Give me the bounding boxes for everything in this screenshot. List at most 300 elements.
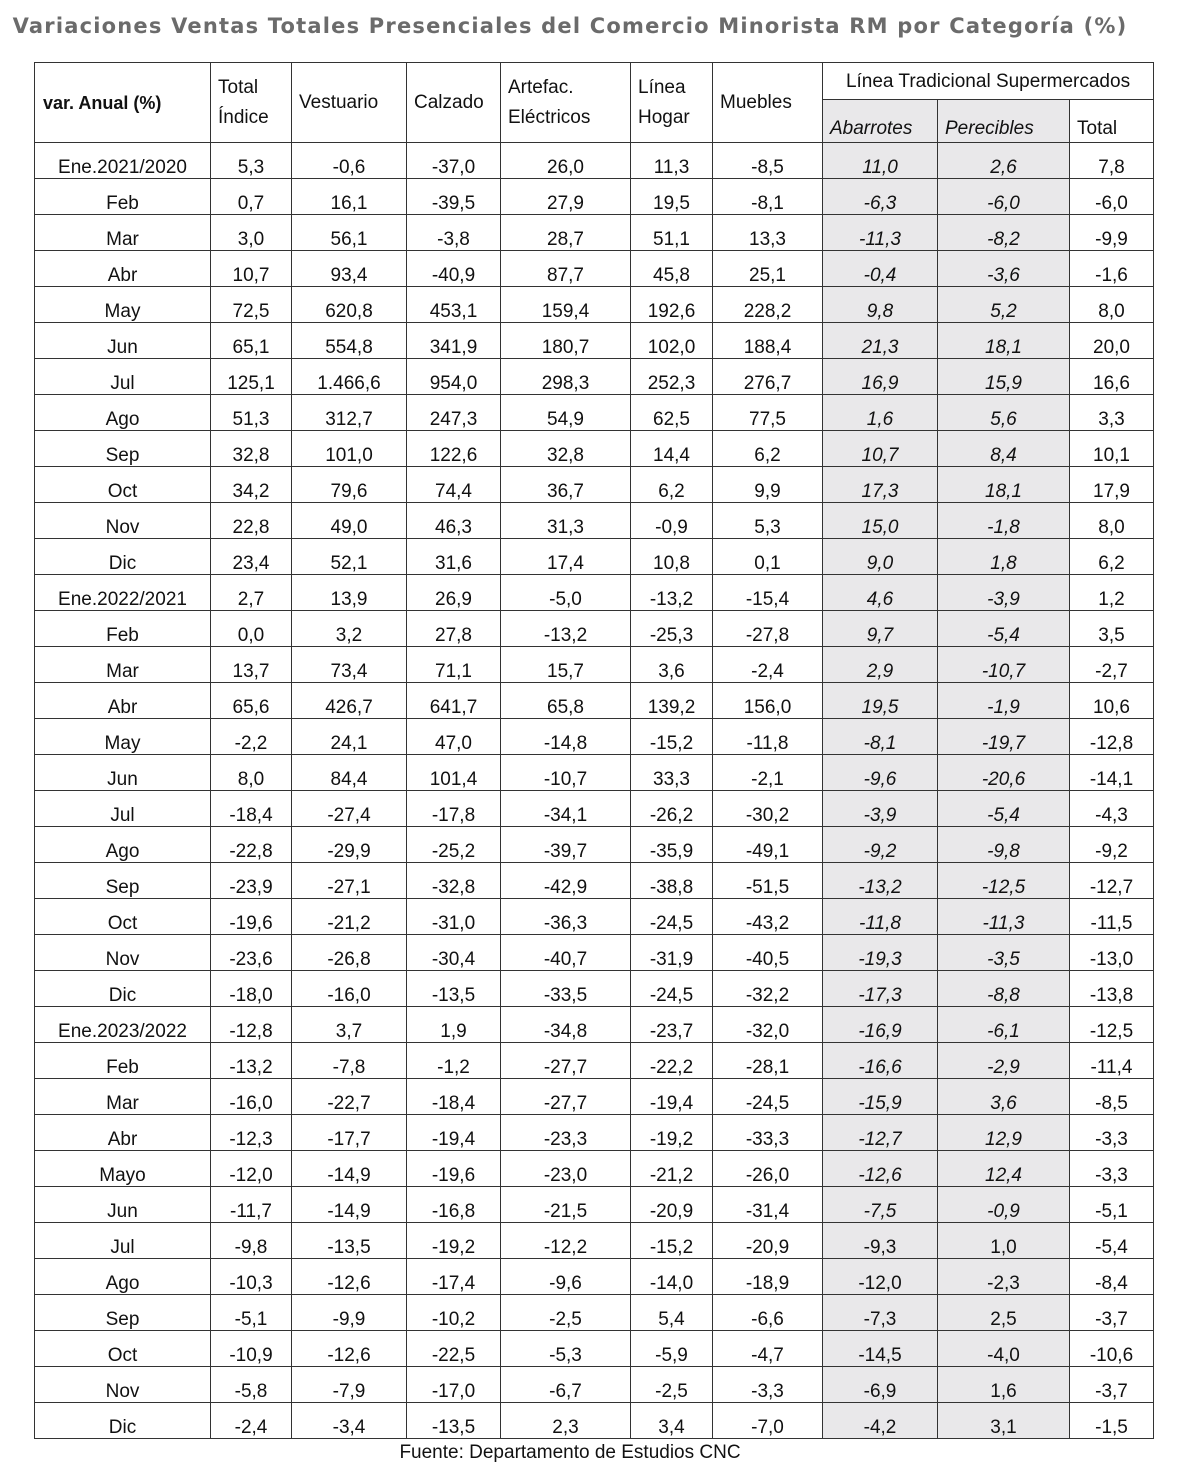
table-cell: 31,6 bbox=[407, 539, 501, 575]
table-cell: -5,9 bbox=[631, 1331, 713, 1367]
table-row bbox=[35, 611, 1154, 647]
table-cell: 22,8 bbox=[211, 503, 292, 539]
row-label: Mayo bbox=[35, 1151, 211, 1187]
row-label: Ago bbox=[35, 395, 211, 431]
table-cell: -19,2 bbox=[631, 1115, 713, 1151]
table-cell: -20,9 bbox=[713, 1223, 823, 1259]
table-cell: 28,7 bbox=[501, 215, 631, 251]
column-header-line1: Total bbox=[218, 77, 259, 99]
table-cell: -43,2 bbox=[713, 899, 823, 935]
row-label: Jun bbox=[35, 323, 211, 359]
table-cell: -13,0 bbox=[1070, 935, 1154, 971]
table-cell: 2,3 bbox=[501, 1403, 631, 1439]
table-cell: 51,3 bbox=[211, 395, 292, 431]
table-cell: -19,7 bbox=[938, 719, 1070, 755]
table-cell: -6,0 bbox=[938, 179, 1070, 215]
table-cell: 139,2 bbox=[631, 683, 713, 719]
table-cell: -9,2 bbox=[1070, 827, 1154, 863]
table-cell: 25,1 bbox=[713, 251, 823, 287]
table-cell: -19,3 bbox=[823, 935, 938, 971]
table-cell: 9,7 bbox=[823, 611, 938, 647]
table-cell: -20,9 bbox=[631, 1187, 713, 1223]
table-cell: 1,0 bbox=[938, 1223, 1070, 1259]
table-row bbox=[35, 1403, 1154, 1439]
table-cell: 101,0 bbox=[292, 431, 407, 467]
table-cell: -12,2 bbox=[501, 1223, 631, 1259]
table-cell: -2,7 bbox=[1070, 647, 1154, 683]
table-cell: 5,2 bbox=[938, 287, 1070, 323]
table-cell: -4,2 bbox=[823, 1403, 938, 1439]
table-cell: -12,8 bbox=[211, 1007, 292, 1043]
row-label: Jul bbox=[35, 791, 211, 827]
table-cell: 56,1 bbox=[292, 215, 407, 251]
table-cell: -8,4 bbox=[1070, 1259, 1154, 1295]
table-cell: -12,8 bbox=[1070, 719, 1154, 755]
table-cell: 1,6 bbox=[938, 1367, 1070, 1403]
table-cell: -15,2 bbox=[631, 1223, 713, 1259]
table-cell: 3,7 bbox=[292, 1007, 407, 1043]
table-cell: -3,8 bbox=[407, 215, 501, 251]
table-cell: -14,8 bbox=[501, 719, 631, 755]
table-cell: -19,2 bbox=[407, 1223, 501, 1259]
table-row bbox=[35, 827, 1154, 863]
row-label: Mar bbox=[35, 647, 211, 683]
table-cell: -17,8 bbox=[407, 791, 501, 827]
table-cell: -27,7 bbox=[501, 1043, 631, 1079]
table-cell: 13,9 bbox=[292, 575, 407, 611]
table-cell: 27,9 bbox=[501, 179, 631, 215]
table-cell: 9,8 bbox=[823, 287, 938, 323]
table-row bbox=[35, 1223, 1154, 1259]
table-cell: -16,8 bbox=[407, 1187, 501, 1223]
table-cell: 10,7 bbox=[211, 251, 292, 287]
table-cell: -6,0 bbox=[1070, 179, 1154, 215]
table-cell: -10,7 bbox=[938, 647, 1070, 683]
table-cell: -9,8 bbox=[938, 827, 1070, 863]
column-header-calzado bbox=[407, 63, 501, 143]
table-cell: -8,1 bbox=[823, 719, 938, 755]
table-cell: 18,1 bbox=[938, 323, 1070, 359]
table-cell: -22,8 bbox=[211, 827, 292, 863]
table-cell: 8,0 bbox=[211, 755, 292, 791]
table-cell: -18,4 bbox=[211, 791, 292, 827]
table-cell: 188,4 bbox=[713, 323, 823, 359]
table-cell: -2,9 bbox=[938, 1043, 1070, 1079]
row-label: May bbox=[35, 719, 211, 755]
table-cell: 12,9 bbox=[938, 1115, 1070, 1151]
subheader-perecibles: Perecibles bbox=[938, 100, 1070, 143]
table-row bbox=[35, 1187, 1154, 1223]
table-cell: 5,6 bbox=[938, 395, 1070, 431]
table-cell: -14,0 bbox=[631, 1259, 713, 1295]
table-cell: 93,4 bbox=[292, 251, 407, 287]
table-cell: -9,8 bbox=[211, 1223, 292, 1259]
table-cell: -12,5 bbox=[1070, 1007, 1154, 1043]
table-cell: -8,5 bbox=[713, 143, 823, 179]
row-label: Sep bbox=[35, 1295, 211, 1331]
table-cell: 312,7 bbox=[292, 395, 407, 431]
table-cell: -12,3 bbox=[211, 1115, 292, 1151]
table-cell: 8,0 bbox=[1070, 503, 1154, 539]
column-header-line2: Hogar bbox=[638, 106, 690, 128]
table-cell: 14,4 bbox=[631, 431, 713, 467]
table-cell: -17,0 bbox=[407, 1367, 501, 1403]
table-cell: -0,9 bbox=[631, 503, 713, 539]
table-cell: -2,5 bbox=[631, 1367, 713, 1403]
table-cell: -2,2 bbox=[211, 719, 292, 755]
table-cell: -2,4 bbox=[713, 647, 823, 683]
table-cell: 52,1 bbox=[292, 539, 407, 575]
row-label: Jun bbox=[35, 755, 211, 791]
table-cell: 10,8 bbox=[631, 539, 713, 575]
table-cell: -9,2 bbox=[823, 827, 938, 863]
table-cell: -23,3 bbox=[501, 1115, 631, 1151]
table-cell: 17,9 bbox=[1070, 467, 1154, 503]
table-cell: -12,7 bbox=[1070, 863, 1154, 899]
table-cell: 1,9 bbox=[407, 1007, 501, 1043]
table-cell: 12,4 bbox=[938, 1151, 1070, 1187]
row-label: Abr bbox=[35, 683, 211, 719]
table-cell: -23,6 bbox=[211, 935, 292, 971]
table-cell: -9,6 bbox=[823, 755, 938, 791]
row-label: Abr bbox=[35, 251, 211, 287]
table-cell: 3,4 bbox=[631, 1403, 713, 1439]
table-cell: -20,6 bbox=[938, 755, 1070, 791]
table-cell: 36,7 bbox=[501, 467, 631, 503]
table-cell: -30,2 bbox=[713, 791, 823, 827]
table-cell: -11,5 bbox=[1070, 899, 1154, 935]
table-cell: -37,0 bbox=[407, 143, 501, 179]
table-cell: 34,2 bbox=[211, 467, 292, 503]
table-cell: -27,8 bbox=[713, 611, 823, 647]
table-cell: -5,4 bbox=[938, 611, 1070, 647]
table-cell: -33,5 bbox=[501, 971, 631, 1007]
table-cell: -3,9 bbox=[823, 791, 938, 827]
table-cell: -9,3 bbox=[823, 1223, 938, 1259]
table-cell: 2,9 bbox=[823, 647, 938, 683]
table-cell: 5,3 bbox=[713, 503, 823, 539]
column-header-line2: Índice bbox=[218, 106, 269, 128]
table-cell: -42,9 bbox=[501, 863, 631, 899]
column-header-line1: Muebles bbox=[720, 91, 792, 113]
table-cell: 298,3 bbox=[501, 359, 631, 395]
table-row bbox=[35, 179, 1154, 215]
table-cell: -1,8 bbox=[938, 503, 1070, 539]
table-cell: 31,3 bbox=[501, 503, 631, 539]
row-label: Nov bbox=[35, 503, 211, 539]
table-cell: -6,7 bbox=[501, 1367, 631, 1403]
table-cell: -18,4 bbox=[407, 1079, 501, 1115]
table-cell: -19,4 bbox=[407, 1115, 501, 1151]
table-cell: -24,5 bbox=[631, 971, 713, 1007]
table-cell: 8,0 bbox=[1070, 287, 1154, 323]
row-label: Ago bbox=[35, 827, 211, 863]
table-cell: -13,2 bbox=[501, 611, 631, 647]
table-cell: -19,4 bbox=[631, 1079, 713, 1115]
source-note: Fuente: Departamento de Estudios CNC bbox=[399, 1442, 741, 1463]
table-row bbox=[35, 971, 1154, 1007]
table-cell: 7,8 bbox=[1070, 143, 1154, 179]
table-cell: -14,9 bbox=[292, 1151, 407, 1187]
table-cell: 45,8 bbox=[631, 251, 713, 287]
table-cell: -4,0 bbox=[938, 1331, 1070, 1367]
table-cell: -36,3 bbox=[501, 899, 631, 935]
table-cell: 65,1 bbox=[211, 323, 292, 359]
table-cell: -11,8 bbox=[713, 719, 823, 755]
table-cell: -12,0 bbox=[823, 1259, 938, 1295]
table-row bbox=[35, 1043, 1154, 1079]
row-label: Feb bbox=[35, 1043, 211, 1079]
table-cell: -8,8 bbox=[938, 971, 1070, 1007]
table-cell: -13,8 bbox=[1070, 971, 1154, 1007]
table-cell: -9,9 bbox=[1070, 215, 1154, 251]
table-cell: 11,3 bbox=[631, 143, 713, 179]
table-row bbox=[35, 1367, 1154, 1403]
table-row bbox=[35, 935, 1154, 971]
table-cell: -15,9 bbox=[823, 1079, 938, 1115]
row-label: Feb bbox=[35, 179, 211, 215]
table-cell: -14,5 bbox=[823, 1331, 938, 1367]
table-cell: -11,3 bbox=[823, 215, 938, 251]
subheader-total: Total bbox=[1070, 100, 1154, 143]
table-cell: -26,0 bbox=[713, 1151, 823, 1187]
table-cell: -0,9 bbox=[938, 1187, 1070, 1223]
table-cell: 180,7 bbox=[501, 323, 631, 359]
table-cell: -1,5 bbox=[1070, 1403, 1154, 1439]
table-cell: -15,2 bbox=[631, 719, 713, 755]
table-cell: 620,8 bbox=[292, 287, 407, 323]
table-cell: -15,4 bbox=[713, 575, 823, 611]
table-cell: 6,2 bbox=[631, 467, 713, 503]
column-header-line2: Eléctricos bbox=[508, 106, 591, 128]
table-cell: -8,1 bbox=[713, 179, 823, 215]
table-cell: 159,4 bbox=[501, 287, 631, 323]
table-cell: -16,9 bbox=[823, 1007, 938, 1043]
table-cell: 84,4 bbox=[292, 755, 407, 791]
table-cell: -8,2 bbox=[938, 215, 1070, 251]
table-cell: -14,1 bbox=[1070, 755, 1154, 791]
table-cell: -6,9 bbox=[823, 1367, 938, 1403]
table-cell: 341,9 bbox=[407, 323, 501, 359]
table-cell: -3,5 bbox=[938, 935, 1070, 971]
table-cell: -11,7 bbox=[211, 1187, 292, 1223]
table-row bbox=[35, 647, 1154, 683]
table-cell: -31,4 bbox=[713, 1187, 823, 1223]
table-cell: 1,2 bbox=[1070, 575, 1154, 611]
table-cell: -12,0 bbox=[211, 1151, 292, 1187]
row-label: Mar bbox=[35, 1079, 211, 1115]
table-cell: -9,9 bbox=[292, 1295, 407, 1331]
table-cell: 9,0 bbox=[823, 539, 938, 575]
table-cell: -31,9 bbox=[631, 935, 713, 971]
table-cell: -13,2 bbox=[211, 1043, 292, 1079]
table-cell: -5,1 bbox=[211, 1295, 292, 1331]
subheader-abarrotes: Abarrotes bbox=[823, 100, 938, 143]
table-cell: 77,5 bbox=[713, 395, 823, 431]
table-cell: -27,1 bbox=[292, 863, 407, 899]
table-cell: 26,0 bbox=[501, 143, 631, 179]
table-cell: -6,6 bbox=[713, 1295, 823, 1331]
table-cell: 8,4 bbox=[938, 431, 1070, 467]
table-cell: -5,1 bbox=[1070, 1187, 1154, 1223]
column-header-line1: Vestuario bbox=[299, 91, 379, 113]
table-row bbox=[35, 863, 1154, 899]
table-cell: 1,8 bbox=[938, 539, 1070, 575]
row-label: Jul bbox=[35, 1223, 211, 1259]
table-cell: 1.466,6 bbox=[292, 359, 407, 395]
table-cell: -27,7 bbox=[501, 1079, 631, 1115]
table-cell: 1,6 bbox=[823, 395, 938, 431]
table-cell: 156,0 bbox=[713, 683, 823, 719]
corner-header: var. Anual (%) bbox=[35, 63, 211, 143]
table-cell: -13,2 bbox=[823, 863, 938, 899]
column-header-artefactos bbox=[501, 63, 631, 143]
table-cell: -5,8 bbox=[211, 1367, 292, 1403]
table-cell: 3,2 bbox=[292, 611, 407, 647]
table-cell: 3,1 bbox=[938, 1403, 1070, 1439]
row-label: Dic bbox=[35, 539, 211, 575]
table-cell: -32,2 bbox=[713, 971, 823, 1007]
table-cell: -18,9 bbox=[713, 1259, 823, 1295]
table-cell: 13,3 bbox=[713, 215, 823, 251]
table-cell: -29,9 bbox=[292, 827, 407, 863]
table-cell: 15,9 bbox=[938, 359, 1070, 395]
column-header-linea-hogar bbox=[631, 63, 713, 143]
row-label: Oct bbox=[35, 467, 211, 503]
table-cell: -14,9 bbox=[292, 1187, 407, 1223]
table-cell: -10,6 bbox=[1070, 1331, 1154, 1367]
table-cell: -16,6 bbox=[823, 1043, 938, 1079]
table-cell: -0,4 bbox=[823, 251, 938, 287]
table-cell: -7,0 bbox=[713, 1403, 823, 1439]
table-cell: 71,1 bbox=[407, 647, 501, 683]
table-cell: 554,8 bbox=[292, 323, 407, 359]
table-cell: 453,1 bbox=[407, 287, 501, 323]
table-cell: 101,4 bbox=[407, 755, 501, 791]
table-cell: -22,7 bbox=[292, 1079, 407, 1115]
table-cell: -3,7 bbox=[1070, 1295, 1154, 1331]
table-cell: -10,9 bbox=[211, 1331, 292, 1367]
table-cell: -39,5 bbox=[407, 179, 501, 215]
row-label: Nov bbox=[35, 935, 211, 971]
table-cell: 17,4 bbox=[501, 539, 631, 575]
table-cell: 27,8 bbox=[407, 611, 501, 647]
table-cell: 46,3 bbox=[407, 503, 501, 539]
table-cell: -28,1 bbox=[713, 1043, 823, 1079]
row-label: Mar bbox=[35, 215, 211, 251]
table-cell: -13,5 bbox=[407, 1403, 501, 1439]
table-cell: -2,3 bbox=[938, 1259, 1070, 1295]
table-cell: -23,9 bbox=[211, 863, 292, 899]
table-cell: -22,2 bbox=[631, 1043, 713, 1079]
table-cell: 47,0 bbox=[407, 719, 501, 755]
table-row bbox=[35, 719, 1154, 755]
table-cell: -25,2 bbox=[407, 827, 501, 863]
row-label: Sep bbox=[35, 863, 211, 899]
table-cell: 426,7 bbox=[292, 683, 407, 719]
table-cell: 24,1 bbox=[292, 719, 407, 755]
row-label: Oct bbox=[35, 1331, 211, 1367]
table-cell: -12,5 bbox=[938, 863, 1070, 899]
row-label: Sep bbox=[35, 431, 211, 467]
column-header-total-indice bbox=[211, 63, 292, 143]
table-cell: 4,6 bbox=[823, 575, 938, 611]
table-cell: 6,2 bbox=[713, 431, 823, 467]
table-cell: -6,3 bbox=[823, 179, 938, 215]
table-cell: 32,8 bbox=[501, 431, 631, 467]
table-cell: -3,4 bbox=[292, 1403, 407, 1439]
table-cell: -32,0 bbox=[713, 1007, 823, 1043]
table-cell: -18,0 bbox=[211, 971, 292, 1007]
table-cell: -13,2 bbox=[631, 575, 713, 611]
row-label: May bbox=[35, 287, 211, 323]
table-cell: 252,3 bbox=[631, 359, 713, 395]
row-label: Ago bbox=[35, 1259, 211, 1295]
row-label: Dic bbox=[35, 971, 211, 1007]
table-cell: -8,5 bbox=[1070, 1079, 1154, 1115]
table-cell: -3,3 bbox=[1070, 1115, 1154, 1151]
table-cell: -34,1 bbox=[501, 791, 631, 827]
table-cell: -11,3 bbox=[938, 899, 1070, 935]
table-cell: -19,6 bbox=[407, 1151, 501, 1187]
table-cell: -3,7 bbox=[1070, 1367, 1154, 1403]
table-cell: -7,8 bbox=[292, 1043, 407, 1079]
table-cell: 54,9 bbox=[501, 395, 631, 431]
table-row bbox=[35, 1151, 1154, 1187]
table-cell: -24,5 bbox=[713, 1079, 823, 1115]
table-cell: 3,6 bbox=[631, 647, 713, 683]
table-cell: 23,4 bbox=[211, 539, 292, 575]
table-cell: -10,7 bbox=[501, 755, 631, 791]
table-cell: -1,2 bbox=[407, 1043, 501, 1079]
table-cell: -0,6 bbox=[292, 143, 407, 179]
table-cell: 16,9 bbox=[823, 359, 938, 395]
table-cell: 79,6 bbox=[292, 467, 407, 503]
table-cell: 74,4 bbox=[407, 467, 501, 503]
table-cell: 2,6 bbox=[938, 143, 1070, 179]
table-row bbox=[35, 683, 1154, 719]
table-cell: 125,1 bbox=[211, 359, 292, 395]
row-label: Oct bbox=[35, 899, 211, 935]
table-cell: -40,9 bbox=[407, 251, 501, 287]
table-cell: 3,3 bbox=[1070, 395, 1154, 431]
table-cell: 10,6 bbox=[1070, 683, 1154, 719]
table-cell: 247,3 bbox=[407, 395, 501, 431]
table-cell: -38,8 bbox=[631, 863, 713, 899]
table-row bbox=[35, 1115, 1154, 1151]
table-row bbox=[35, 1259, 1154, 1295]
table-cell: 3,6 bbox=[938, 1079, 1070, 1115]
table-cell: -2,5 bbox=[501, 1295, 631, 1331]
table-cell: -7,9 bbox=[292, 1367, 407, 1403]
table-cell: 10,7 bbox=[823, 431, 938, 467]
table-row bbox=[35, 575, 1154, 611]
row-label: Ene.2023/2022 bbox=[35, 1007, 211, 1043]
table-cell: 26,9 bbox=[407, 575, 501, 611]
table-cell: -11,4 bbox=[1070, 1043, 1154, 1079]
table-cell: 122,6 bbox=[407, 431, 501, 467]
table-cell: -23,7 bbox=[631, 1007, 713, 1043]
table-cell: 13,7 bbox=[211, 647, 292, 683]
table-cell: -1,6 bbox=[1070, 251, 1154, 287]
table-cell: -13,5 bbox=[407, 971, 501, 1007]
table-cell: 5,3 bbox=[211, 143, 292, 179]
row-label: Jun bbox=[35, 1187, 211, 1223]
table-cell: -13,5 bbox=[292, 1223, 407, 1259]
table-cell: 954,0 bbox=[407, 359, 501, 395]
table-cell: 276,7 bbox=[713, 359, 823, 395]
column-header-muebles bbox=[713, 63, 823, 143]
